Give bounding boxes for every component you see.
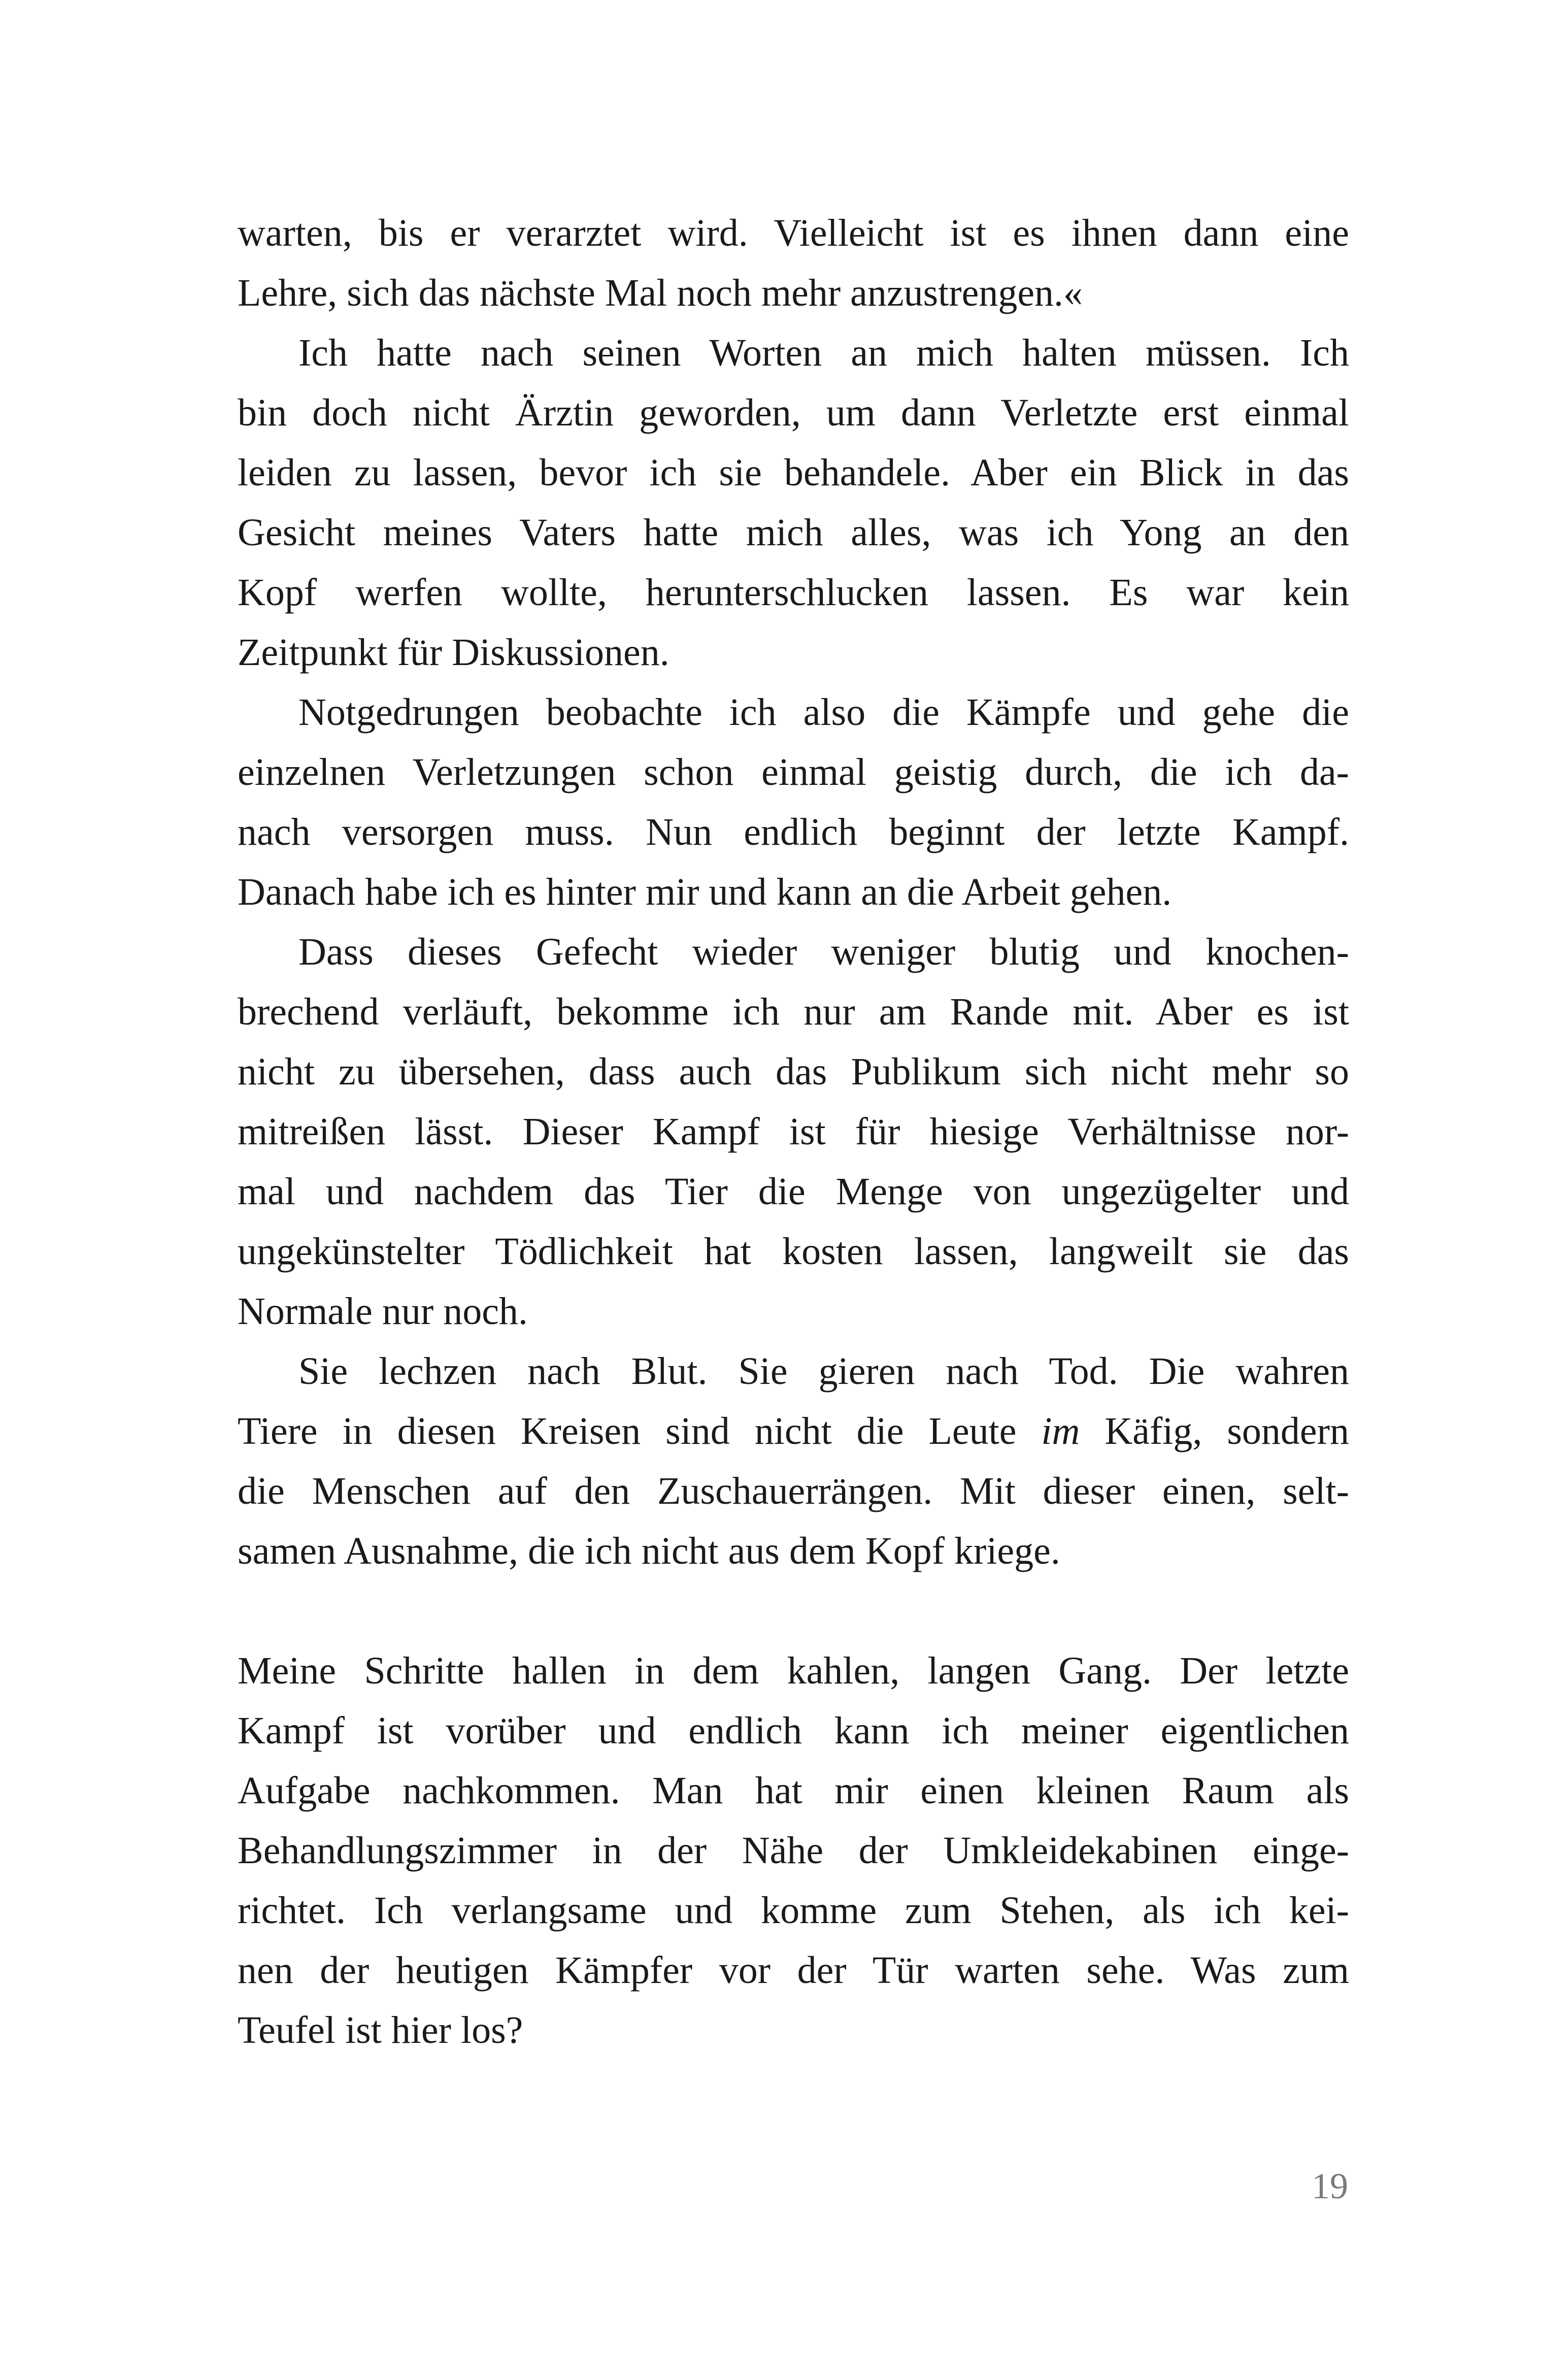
text-line: die Menschen auf den Zuschauerrängen. Mit dieser einen, selt- xyxy=(238,1470,1349,1512)
text-line: nach versorgen muss. Nun endlich beginnt der letzte Kampf. xyxy=(238,811,1349,853)
text-line: Aufgabe nachkommen. Man hat mir einen kleinen Raum als xyxy=(238,1769,1349,1812)
text-line: Zeitpunkt für Diskussionen. xyxy=(238,631,669,674)
text-line: Sie lechzen nach Blut. Sie gieren nach Tod. Die wahren xyxy=(298,1350,1349,1393)
text-line: Gesicht meines Vaters hatte mich alles, was ich Yong an den xyxy=(238,511,1349,554)
text-line: Notgedrungen beobachte ich also die Kämpfe und gehe die xyxy=(298,691,1349,734)
text-line: mitreißen lässt. Dieser Kampf ist für hiesige Verhältnisse nor- xyxy=(238,1110,1349,1153)
text-line: Teufel ist hier los? xyxy=(238,2009,523,2052)
text-line: bin doch nicht Ärztin geworden, um dann Verletzte erst einmal xyxy=(238,391,1349,434)
text-line: Tiere in diesen Kreisen sind nicht die Leute im Käfig, sondern xyxy=(238,1410,1349,1452)
text-line: Dass dieses Gefecht wieder weniger blutig und knochen- xyxy=(298,931,1349,973)
text-line: richtet. Ich verlangsame und komme zum Stehen, als ich kei- xyxy=(238,1889,1349,1932)
text-line: nicht zu übersehen, dass auch das Publikum sich nicht mehr so xyxy=(238,1050,1349,1093)
text-line: einzelnen Verletzungen schon einmal geistig durch, die ich da- xyxy=(238,751,1349,794)
emphasis: im xyxy=(1041,1410,1080,1452)
page-number: 19 xyxy=(1312,2166,1348,2206)
text-line: warten, bis er verarztet wird. Vielleicht ist es ihnen dann eine xyxy=(238,212,1349,254)
text-line: brechend verläuft, bekomme ich nur am Rande mit. Aber es ist xyxy=(238,990,1349,1033)
text-line: Lehre, sich das nächste Mal noch mehr anzustrengen.« xyxy=(238,272,1083,314)
text-line: Danach habe ich es hinter mir und kann an die Arbeit gehen. xyxy=(238,871,1172,913)
text-line: leiden zu lassen, bevor ich sie behandele. Aber ein Blick in das xyxy=(238,451,1349,494)
text-line: samen Ausnahme, die ich nicht aus dem Kopf kriege. xyxy=(238,1530,1060,1572)
text-line: mal und nachdem das Tier die Menge von ungezügelter und xyxy=(238,1170,1349,1213)
body-text xyxy=(238,203,1349,2060)
section-break xyxy=(238,1581,1349,1641)
text-line: Behandlungszimmer in der Nähe der Umkleidekabinen einge- xyxy=(238,1829,1349,1872)
text-line: nen der heutigen Kämpfer vor der Tür warten sehe. Was zum xyxy=(238,1949,1349,1992)
text-line: Ich hatte nach seinen Worten an mich halten müssen. Ich xyxy=(298,332,1349,374)
text-line: Normale nur noch. xyxy=(238,1290,528,1333)
text-line: ungekünstelter Tödlichkeit hat kosten lassen, langweilt sie das xyxy=(238,1230,1349,1273)
text-line: Meine Schritte hallen in dem kahlen, langen Gang. Der letzte xyxy=(238,1649,1349,1692)
text-line: Kampf ist vorüber und endlich kann ich meiner eigentlichen xyxy=(238,1709,1349,1752)
text-line: Kopf werfen wollte, herunterschlucken lassen. Es war kein xyxy=(238,571,1349,614)
